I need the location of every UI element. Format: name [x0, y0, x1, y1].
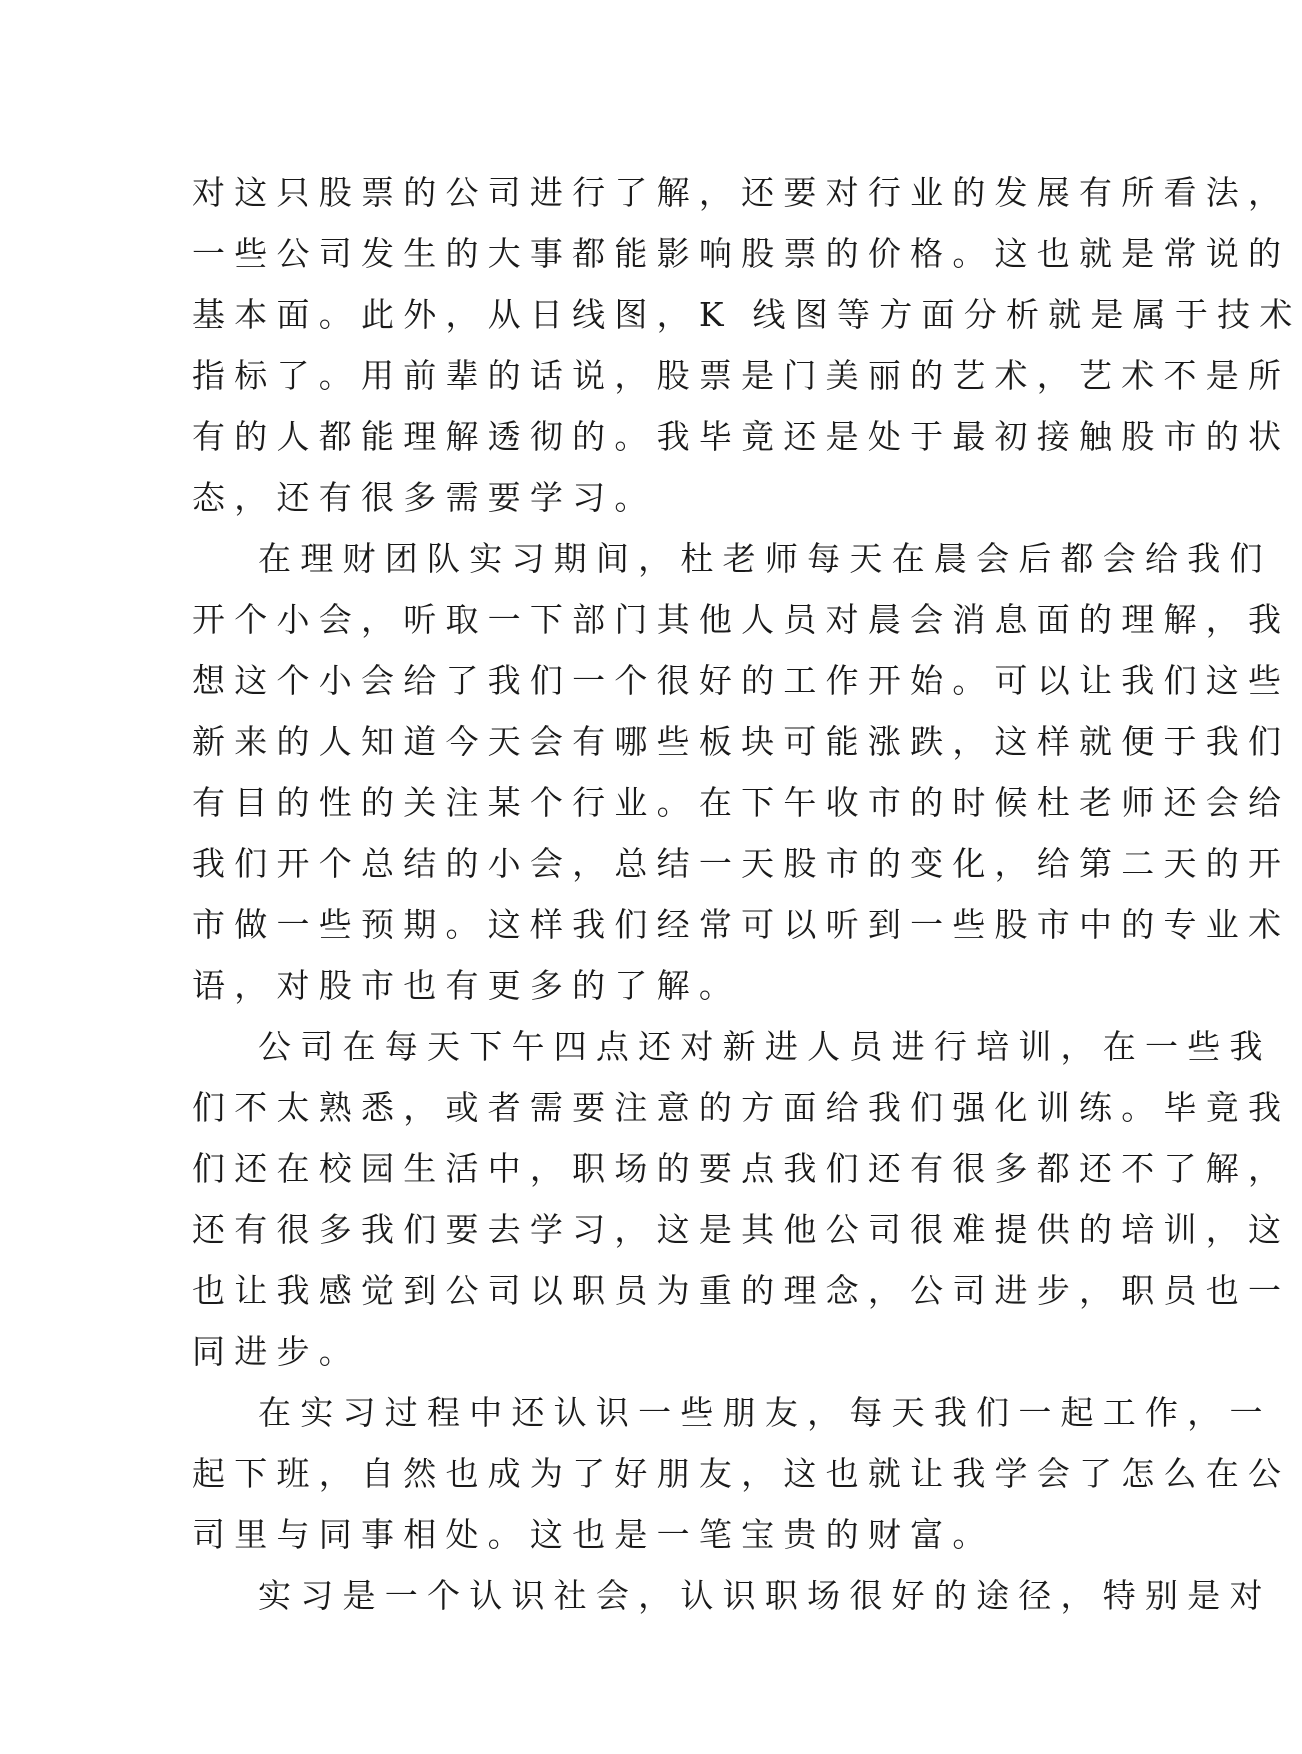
text-line: 开个小会，听取一下部门其他人员对晨会消息面的理解，我	[192, 600, 1291, 639]
text-line: 想这个小会给了我们一个很好的工作开始。可以让我们这些	[192, 661, 1291, 700]
text-line: 基本面。此外，从日线图，K 线图等方面分析就是属于技术	[192, 295, 1302, 334]
text-line: 态，还有很多需要学习。	[192, 478, 657, 517]
text-line: 有目的性的关注某个行业。在下午收市的时候杜老师还会给	[192, 783, 1291, 822]
text-line: 一些公司发生的大事都能影响股票的价格。这也就是常说的	[192, 234, 1291, 273]
paragraph-first-line: 实习是一个认识社会，认识职场很好的途径，特别是对	[258, 1576, 1272, 1615]
body-text	[192, 162, 1302, 1626]
text-line: 也让我感觉到公司以职员为重的理念，公司进步，职员也一	[192, 1271, 1291, 1310]
text-line: 我们开个总结的小会，总结一天股市的变化，给第二天的开	[192, 844, 1291, 883]
paragraph-first-line: 公司在每天下午四点还对新进人员进行培训，在一些我	[258, 1027, 1272, 1066]
text-line: 有的人都能理解透彻的。我毕竟还是处于最初接触股市的状	[192, 417, 1291, 456]
text-line: 对这只股票的公司进行了解，还要对行业的发展有所看法，	[192, 173, 1291, 212]
text-line: 们不太熟悉，或者需要注意的方面给我们强化训练。毕竟我	[192, 1088, 1291, 1127]
text-line: 们还在校园生活中，职场的要点我们还有很多都还不了解，	[192, 1149, 1291, 1188]
text-line: 同进步。	[192, 1332, 361, 1371]
text-line: 指标了。用前辈的话说，股票是门美丽的艺术，艺术不是所	[192, 356, 1291, 395]
text-line: 起下班，自然也成为了好朋友，这也就让我学会了怎么在公	[192, 1454, 1291, 1493]
text-line: 新来的人知道今天会有哪些板块可能涨跌，这样就便于我们	[192, 722, 1291, 761]
paragraph-first-line: 在理财团队实习期间，杜老师每天在晨会后都会给我们	[258, 539, 1272, 578]
text-line: 司里与同事相处。这也是一笔宝贵的财富。	[192, 1515, 995, 1554]
text-line: 市做一些预期。这样我们经常可以听到一些股市中的专业术	[192, 905, 1291, 944]
text-line: 还有很多我们要去学习，这是其他公司很难提供的培训，这	[192, 1210, 1291, 1249]
text-line: 语，对股市也有更多的了解。	[192, 966, 742, 1005]
paragraph-first-line: 在实习过程中还认识一些朋友，每天我们一起工作，一	[258, 1393, 1272, 1432]
